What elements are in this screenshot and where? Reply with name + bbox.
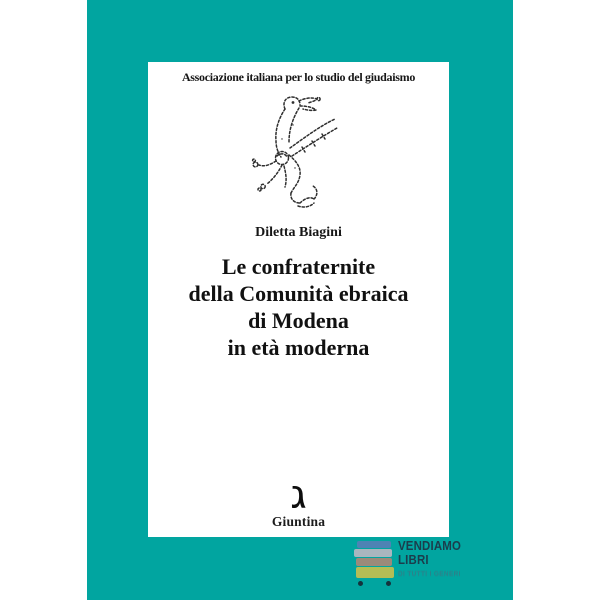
dragon-micrography-illustration bbox=[245, 95, 347, 210]
book-bar bbox=[354, 549, 392, 557]
publisher-block bbox=[148, 472, 449, 530]
watermark-brand-line1: VENDIAMO bbox=[398, 538, 462, 553]
giuntina-gimel-logo: ג bbox=[290, 472, 307, 518]
publisher-name: Giuntina bbox=[271, 514, 326, 529]
vendiamolibri-watermark bbox=[354, 539, 484, 589]
book-cover bbox=[148, 62, 449, 537]
title-line: in età moderna bbox=[227, 335, 370, 360]
book-bar bbox=[357, 541, 391, 548]
cart-wheel-icon bbox=[358, 581, 363, 586]
title-line: della Comunità ebraica bbox=[188, 281, 409, 306]
association-line: Associazione italiana per lo studio del giudaismo bbox=[181, 70, 416, 84]
author-name: Diletta Biagini bbox=[255, 225, 342, 240]
book-stack-icon bbox=[354, 539, 396, 589]
title-line: di Modena bbox=[248, 308, 349, 333]
watermark-text bbox=[398, 539, 470, 578]
title-line: Le confraternite bbox=[221, 254, 376, 279]
watermark-brand-line2: LIBRI bbox=[398, 552, 429, 567]
book-title bbox=[148, 253, 449, 361]
watermark-tagline: DI TUTTI I GENERI bbox=[398, 571, 461, 578]
cart-wheel-icon bbox=[386, 581, 391, 586]
book-bar bbox=[356, 558, 392, 566]
book-bar bbox=[356, 567, 394, 578]
